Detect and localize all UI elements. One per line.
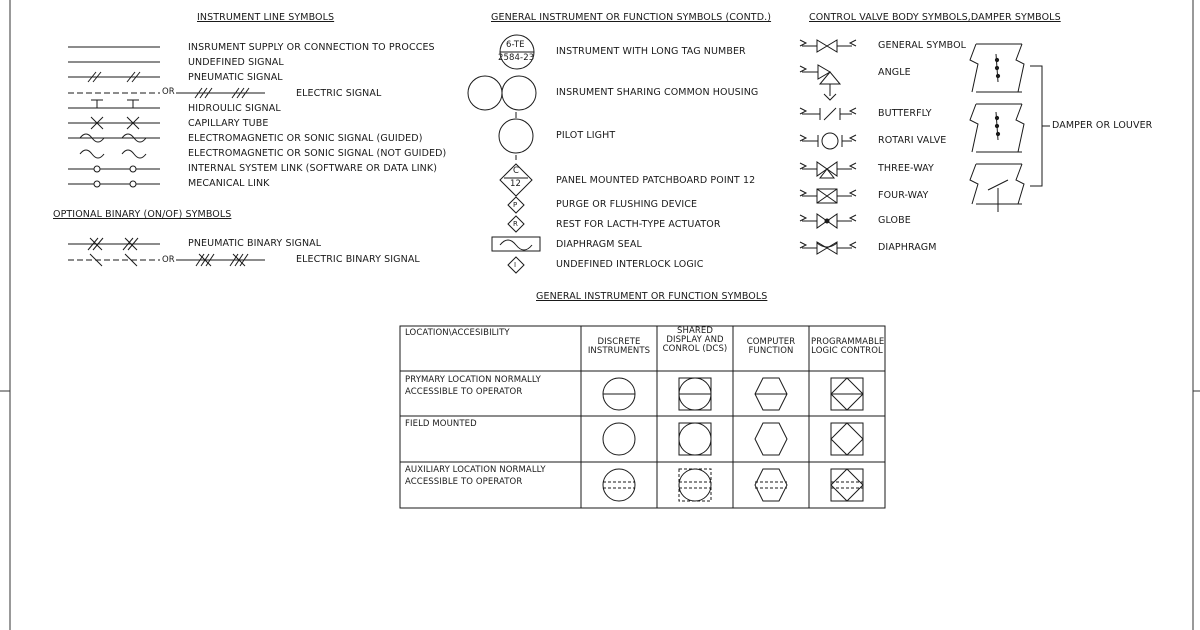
general-contd-label: PANEL MOUNTED PATCHBOARD POINT 12 bbox=[556, 175, 756, 186]
line-symbol-label: HIDROULIC SIGNAL bbox=[188, 103, 281, 114]
purge-letter: P bbox=[513, 201, 518, 209]
table-column-header: COMPUTER FUNCTION bbox=[746, 337, 796, 356]
valve-label: BUTTERFLY bbox=[878, 108, 932, 119]
valve-label: ANGLE bbox=[878, 67, 911, 78]
line-symbol-label: ELECTROMAGNETIC OR SONIC SIGNAL (NOT GUIDED) bbox=[188, 148, 447, 159]
line-symbol-label: MECANICAL LINK bbox=[188, 178, 270, 189]
valve-symbol-graphics bbox=[800, 40, 856, 254]
damper-graphics bbox=[970, 44, 1050, 212]
general-contd-label: PURGE OR FLUSHING DEVICE bbox=[556, 199, 698, 210]
binary-symbol-label: PNEUMATIC BINARY SIGNAL bbox=[188, 238, 322, 249]
rest-letter: R bbox=[513, 220, 518, 228]
patch-tag-bottom: 12 bbox=[510, 179, 522, 189]
or-label: OR bbox=[162, 255, 175, 265]
general-contd-label: DIAPHRAGM SEAL bbox=[556, 239, 642, 250]
general-contd-label: REST FOR LACTH-TYPE ACTUATOR bbox=[556, 219, 721, 230]
line-symbol-label: INTERNAL SYSTEM LINK (SOFTWARE OR DATA LINK) bbox=[188, 163, 438, 174]
binary-symbols-title: OPTIONAL BINARY (ON/OF) SYMBOLS bbox=[53, 209, 232, 220]
line-symbol-label: ELECTROMAGNETIC OR SONIC SIGNAL (GUIDED) bbox=[188, 133, 423, 144]
patch-tag-top: C bbox=[513, 166, 520, 176]
tag-number-top: 6-TE bbox=[506, 40, 525, 50]
valve-label: GENERAL SYMBOL bbox=[878, 40, 967, 51]
binary-symbol-label: ELECTRIC BINARY SIGNAL bbox=[296, 254, 420, 265]
valve-label: FOUR-WAY bbox=[878, 190, 929, 201]
table-column-header: DISCRETE INSTRUMENTS bbox=[587, 337, 651, 356]
valve-label: THREE-WAY bbox=[878, 163, 934, 174]
general-contd-graphics bbox=[468, 35, 540, 273]
general-contd-label: INSTRUMENT WITH LONG TAG NUMBER bbox=[556, 46, 746, 57]
line-symbol-label: CAPILLARY TUBE bbox=[188, 118, 269, 129]
line-symbols-title: INSTRUMENT LINE SYMBOLS bbox=[197, 12, 335, 23]
line-symbol-label: INSRUMENT SUPPLY OR CONNECTION TO PROCCES bbox=[188, 42, 435, 53]
valves-title: CONTROL VALVE BODY SYMBOLS,DAMPER SYMBOLS bbox=[809, 12, 1061, 23]
interlock-letter: I bbox=[514, 261, 517, 269]
table-row-header: PRYMARY LOCATION NORMALLY ACCESSIBLE TO OPERATOR bbox=[405, 375, 541, 397]
line-symbol-label: ELECTRIC SIGNAL bbox=[296, 88, 382, 99]
valve-label: GLOBE bbox=[878, 215, 911, 226]
general-contd-label: PILOT LIGHT bbox=[556, 130, 616, 141]
or-label: OR bbox=[162, 87, 175, 97]
table-corner-header: LOCATION\ACCESIBILITY bbox=[405, 328, 510, 338]
general-contd-title: GENERAL INSTRUMENT OR FUNCTION SYMBOLS (CONTD.) bbox=[491, 12, 772, 23]
damper-label: DAMPER OR LOUVER bbox=[1052, 120, 1153, 131]
line-symbol-label: UNDEFINED SIGNAL bbox=[188, 57, 284, 68]
tag-number-bottom: 2584-23 bbox=[498, 53, 535, 63]
table-column-header: PROGRAMMABLE LOGIC CONTROL bbox=[811, 337, 885, 356]
table-row-header: AUXILIARY LOCATION NORMALLY ACCESSIBLE TO OPERATOR bbox=[405, 465, 546, 487]
general-contd-label: UNDEFINED INTERLOCK LOGIC bbox=[556, 259, 704, 270]
general-contd-label: INSRUMENT SHARING COMMON HOUSING bbox=[556, 87, 759, 98]
table-column-header: SHARED DISPLAY AND CONROL (DCS) bbox=[662, 326, 728, 354]
general-table-title: GENERAL INSTRUMENT OR FUNCTION SYMBOLS bbox=[536, 291, 768, 302]
line-symbol-label: PNEUMATIC SIGNAL bbox=[188, 72, 283, 83]
valve-label: ROTARI VALVE bbox=[878, 135, 947, 146]
table-row-header: FIELD MOUNTED bbox=[405, 419, 477, 429]
valve-label: DIAPHRAGM bbox=[878, 242, 937, 253]
